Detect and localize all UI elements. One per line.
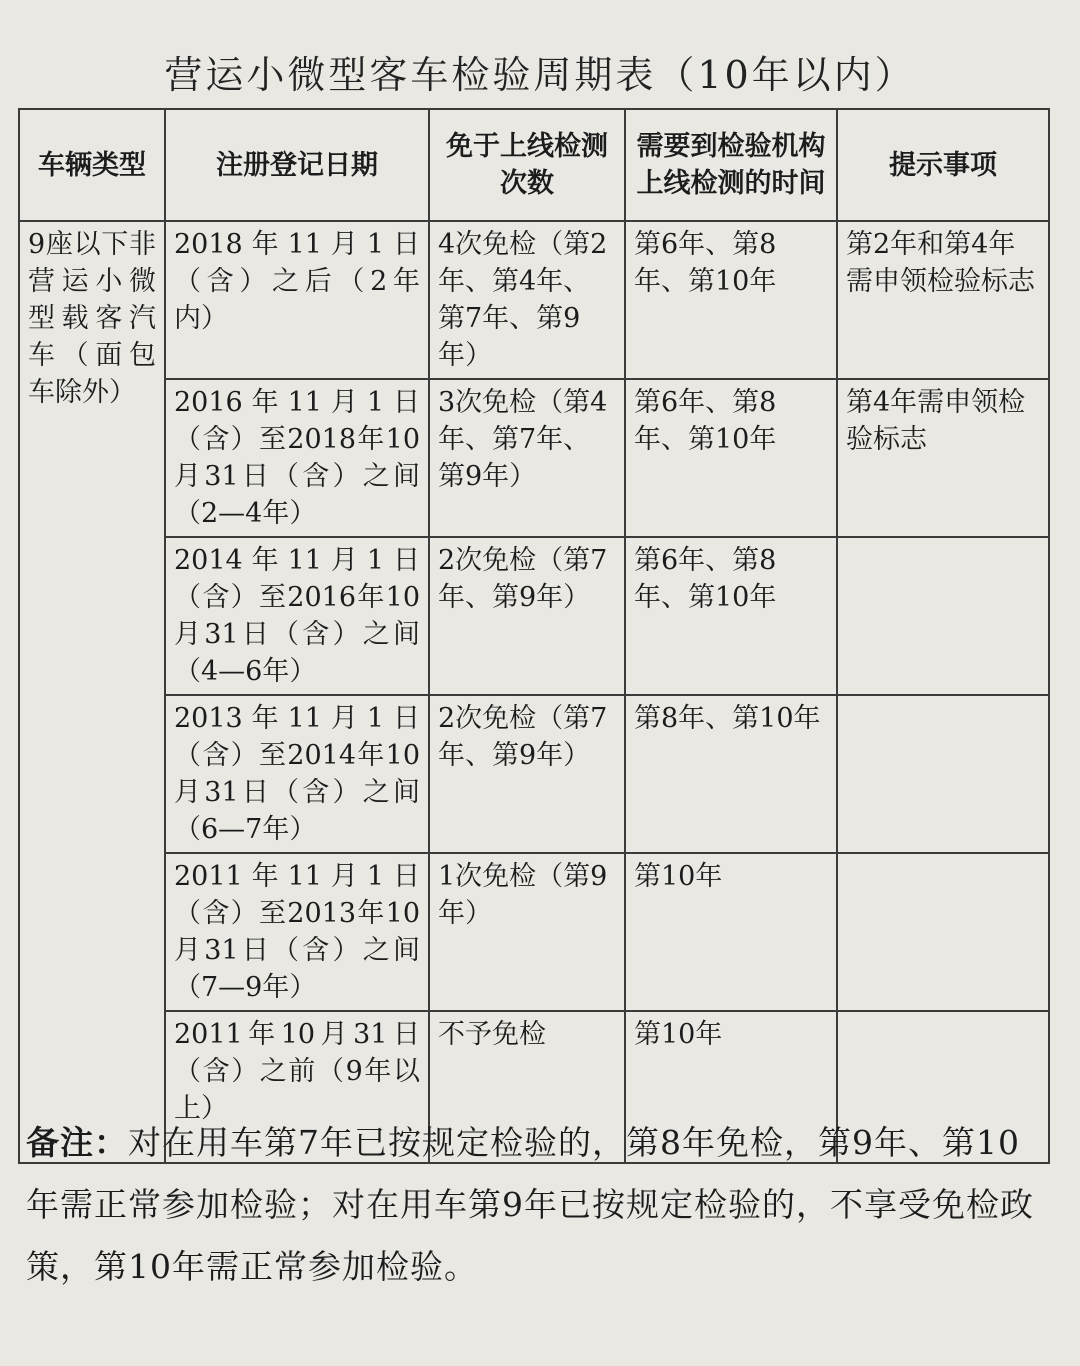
header-exempt-count: 免于上线检测次数 [429, 109, 625, 221]
inspection-time-cell: 第6年、第8年、第10年 [625, 221, 837, 379]
table-row [19, 695, 1049, 853]
page-title: 营运小微型客车检验周期表（10年以内） [164, 53, 916, 97]
header-registration-date: 注册登记日期 [165, 109, 429, 221]
note-cell: 第4年需申领检验标志 [837, 379, 1049, 537]
remark-text: 对在用车第7年已按规定检验的，第8年免检，第9年、第10年需正常参加检验；对在用车第9年已按规定检验的，不享受免检政策，第10年需正常参加检验。 [26, 1123, 1034, 1286]
note-cell [837, 537, 1049, 695]
inspection-time-cell: 第6年、第8年、第10年 [625, 379, 837, 537]
registration-date-cell: 2011年10月31日（含）之前（9年以上） [165, 1011, 429, 1163]
registration-date-cell: 2013年11月1日（含）至2014年10月31日（含）之间（6—7年） [165, 695, 429, 853]
exempt-count-cell: 1次免检（第9年） [429, 853, 625, 1011]
header-notes: 提示事项 [837, 109, 1049, 221]
table-row [19, 853, 1049, 1011]
table-row [19, 379, 1049, 537]
exempt-count-cell: 不予免检 [429, 1011, 625, 1163]
vehicle-type-cell: 9座以下非营运小微型载客汽车（面包车除外） [19, 221, 165, 1163]
remark-paragraph [26, 1112, 1038, 1298]
note-cell [837, 695, 1049, 853]
remark-label: 备注： [26, 1123, 128, 1162]
inspection-time-cell: 第6年、第8年、第10年 [625, 537, 837, 695]
table-row [19, 221, 1049, 379]
note-cell: 第2年和第4年需申领检验标志 [837, 221, 1049, 379]
inspection-time-cell: 第10年 [625, 853, 837, 1011]
exempt-count-cell: 4次免检（第2年、第4年、第7年、第9年） [429, 221, 625, 379]
registration-date-cell: 2014年11月1日（含）至2016年10月31日（含）之间（4—6年） [165, 537, 429, 695]
table-header-row [19, 109, 1049, 221]
inspection-time-cell: 第8年、第10年 [625, 695, 837, 853]
header-vehicle-type: 车辆类型 [19, 109, 165, 221]
table-row [19, 537, 1049, 695]
header-inspection-time: 需要到检验机构上线检测的时间 [625, 109, 837, 221]
exempt-count-cell: 2次免检（第7年、第9年） [429, 695, 625, 853]
exempt-count-cell: 3次免检（第4年、第7年、第9年） [429, 379, 625, 537]
inspection-schedule-table [18, 108, 1050, 1164]
note-cell [837, 853, 1049, 1011]
exempt-count-cell: 2次免检（第7年、第9年） [429, 537, 625, 695]
registration-date-cell: 2011年11月1日（含）至2013年10月31日（含）之间（7—9年） [165, 853, 429, 1011]
registration-date-cell: 2016年11月1日（含）至2018年10月31日（含）之间（2—4年） [165, 379, 429, 537]
registration-date-cell: 2018年11月1日（含）之后（2年内） [165, 221, 429, 379]
inspection-time-cell: 第10年 [625, 1011, 837, 1163]
